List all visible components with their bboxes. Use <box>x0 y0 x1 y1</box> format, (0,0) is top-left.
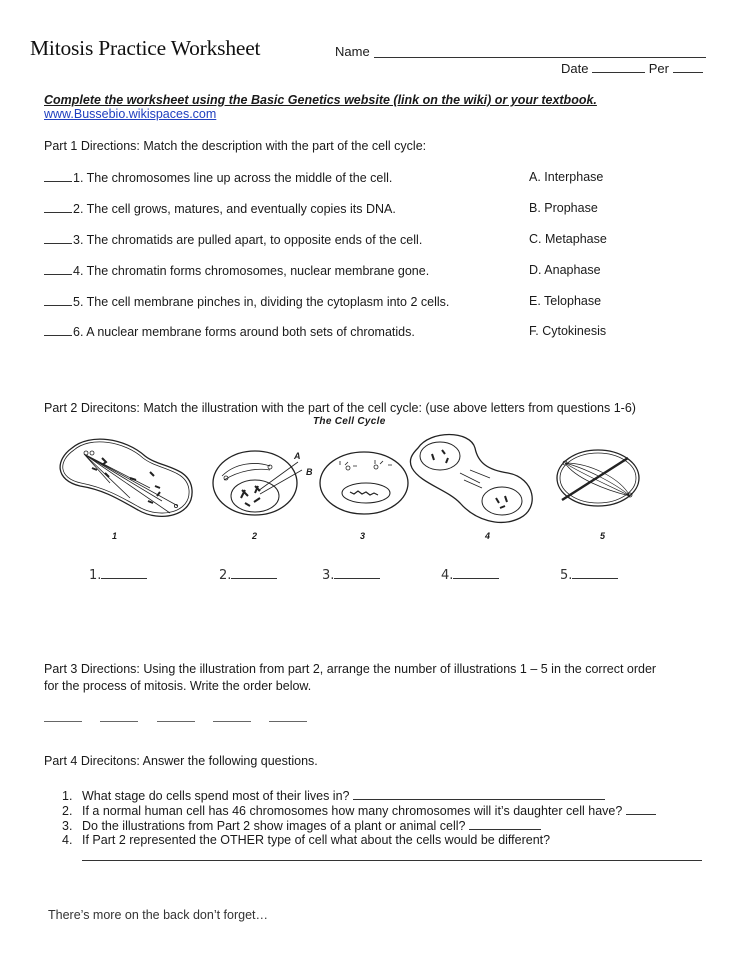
answer-line[interactable] <box>82 860 702 861</box>
cell-cycle-illustration <box>50 428 650 528</box>
answer-blank[interactable] <box>626 803 656 815</box>
answer-number: 3. <box>322 568 335 583</box>
part3-directions-line1: Part 3 Directions: Using the illustration from part 2, arrange the number of illustrations 1 – 5 in the correct order <box>44 662 657 676</box>
answer-blank[interactable] <box>44 294 72 306</box>
answer-blank[interactable] <box>334 566 380 579</box>
cell-illustration-5 <box>557 450 639 506</box>
figure-number: 1 <box>112 531 118 541</box>
answer-blank[interactable] <box>231 566 277 579</box>
question-text: Do the illustrations from Part 2 show images of a plant or animal cell? <box>82 819 466 833</box>
illustration-answer <box>89 566 147 583</box>
phase-option: F. Cytokinesis <box>529 324 607 338</box>
question-number: 4. <box>62 833 73 847</box>
question-text: 6. A nuclear membrane forms around both sets of chromatids. <box>73 325 415 339</box>
question-text: If a normal human cell has 46 chromosomes how many chromosomes will it’s daughter cell have? <box>82 804 623 818</box>
figure-label-a: A <box>294 451 301 461</box>
question-number: 1. <box>62 789 73 803</box>
phase-option: C. Metaphase <box>529 232 607 246</box>
answer-blank[interactable] <box>44 324 72 336</box>
phase-option: E. Telophase <box>529 294 602 308</box>
answer-blank[interactable] <box>44 170 72 182</box>
part4-question <box>62 833 550 847</box>
part4-question <box>62 803 656 818</box>
answer-blank[interactable] <box>44 232 72 244</box>
figure-title: The Cell Cycle <box>313 416 386 427</box>
illustration-answer <box>219 566 277 583</box>
date-period-row <box>561 61 703 76</box>
order-blank[interactable] <box>269 721 307 722</box>
date-field[interactable] <box>592 61 645 73</box>
part3-directions-line2: for the process of mitosis. Write the order below. <box>44 679 312 693</box>
question-number: 2. <box>62 804 73 818</box>
illustration-answer <box>560 566 618 583</box>
question-number: 3. <box>62 819 73 833</box>
order-blank[interactable] <box>44 721 82 722</box>
answer-blank[interactable] <box>469 818 541 830</box>
cell-illustration-2 <box>213 451 302 515</box>
date-label: Date <box>561 61 589 76</box>
answer-number: 1. <box>89 568 102 583</box>
answer-number: 5. <box>560 568 573 583</box>
question-text: 2. The cell grows, matures, and eventually copies its DNA. <box>73 202 396 216</box>
footer-note: There’s more on the back don’t forget… <box>48 908 269 922</box>
part1-question <box>44 201 396 216</box>
part4-question <box>62 818 541 833</box>
part4-question <box>62 788 605 803</box>
answer-blank[interactable] <box>44 263 72 275</box>
answer-blank[interactable] <box>453 566 499 579</box>
question-text: 5. The cell membrane pinches in, dividing the cytoplasm into 2 cells. <box>73 295 450 309</box>
order-blank[interactable] <box>100 721 138 722</box>
cell-illustration-4 <box>410 435 532 523</box>
phase-option: D. Anaphase <box>529 263 601 277</box>
phase-option: A. Interphase <box>529 170 604 184</box>
cell-illustration-3 <box>320 452 408 514</box>
answer-blank[interactable] <box>101 566 147 579</box>
instructions-text: Complete the worksheet using the Basic Genetics website (link on the wiki) or your textbook. <box>44 93 597 107</box>
question-text: If Part 2 represented the OTHER type of cell what about the cells would be different? <box>82 833 551 847</box>
question-text: What stage do cells spend most of their lives in? <box>82 789 350 803</box>
part1-question <box>44 170 392 185</box>
order-blank[interactable] <box>157 721 195 722</box>
part2-directions: Part 2 Direcitons: Match the illustration with the part of the cell cycle: (use above letters from questions 1-6) <box>44 401 636 415</box>
figure-number: 2 <box>252 531 258 541</box>
figure-label-b: B <box>306 467 313 477</box>
name-label: Name <box>335 44 370 59</box>
answer-number: 4. <box>441 568 454 583</box>
question-text: 3. The chromatids are pulled apart, to opposite ends of the cell. <box>73 233 423 247</box>
cell-illustration-1 <box>60 439 192 516</box>
order-blank[interactable] <box>213 721 251 722</box>
answer-blank[interactable] <box>44 201 72 213</box>
part1-question <box>44 232 422 247</box>
figure-number: 3 <box>360 531 366 541</box>
part4-directions: Part 4 Direcitons: Answer the following questions. <box>44 754 318 768</box>
figure-number: 4 <box>485 531 491 541</box>
figure-number: 5 <box>600 531 606 541</box>
question-text: 1. The chromosomes line up across the middle of the cell. <box>73 171 393 185</box>
period-field[interactable] <box>673 61 703 73</box>
answer-number: 2. <box>219 568 232 583</box>
part1-question <box>44 324 415 339</box>
illustration-answer <box>322 566 380 583</box>
answer-blank[interactable] <box>353 788 605 800</box>
part1-question <box>44 294 449 309</box>
part1-directions: Part 1 Directions: Match the description with the part of the cell cycle: <box>44 139 427 153</box>
name-field[interactable] <box>374 57 706 58</box>
answer-blank[interactable] <box>572 566 618 579</box>
wiki-link[interactable]: www.Bussebio.wikispaces.com <box>44 107 217 121</box>
period-label: Per <box>648 61 669 76</box>
illustration-answer <box>441 566 499 583</box>
phase-option: B. Prophase <box>529 201 598 215</box>
question-text: 4. The chromatin forms chromosomes, nuclear membrane gone. <box>73 264 430 278</box>
part1-question <box>44 263 429 278</box>
worksheet-title: Mitosis Practice Worksheet <box>30 36 261 60</box>
